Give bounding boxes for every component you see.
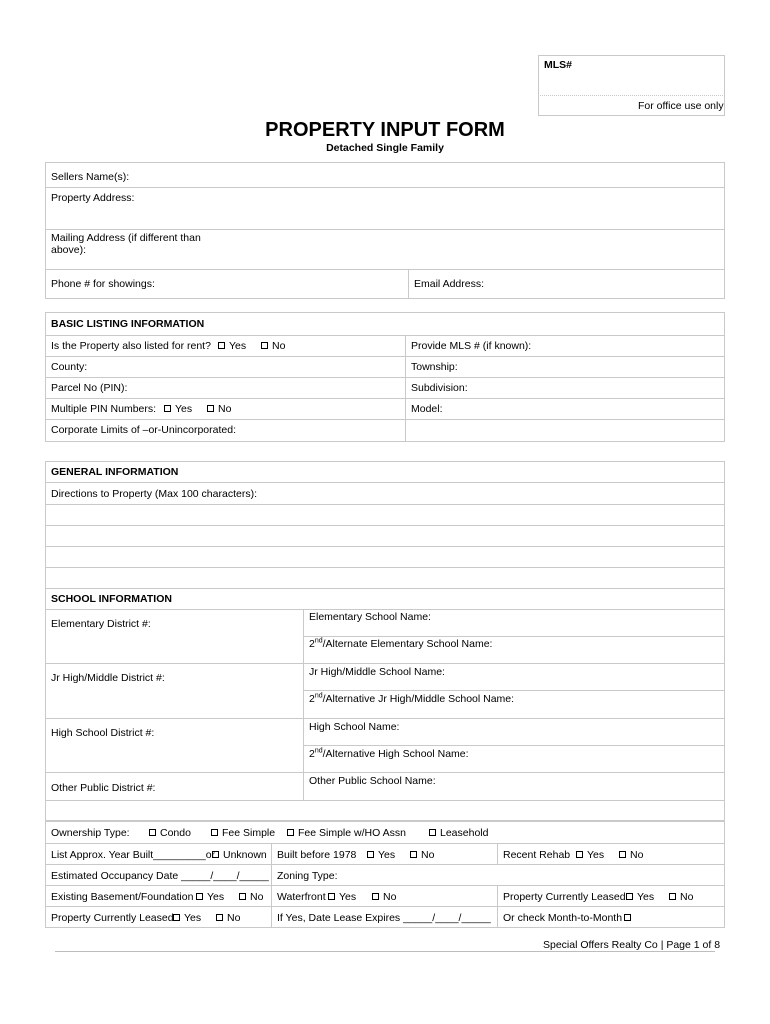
occupancy-date-field[interactable]: Estimated Occupancy Date _____/____/_____ (51, 870, 269, 882)
waterfront-label: Waterfront (277, 891, 326, 903)
built-before-1978-label: Built before 1978 (277, 849, 357, 861)
year-built-unknown-option[interactable]: Unknown (212, 849, 267, 861)
elementary-school-name-field[interactable]: Elementary School Name: (309, 611, 431, 623)
rent-yes-option[interactable]: Yes (218, 340, 246, 352)
checkbox-icon[interactable] (164, 405, 171, 412)
checkbox-icon[interactable] (429, 829, 436, 836)
township-field[interactable]: Township: (411, 361, 458, 373)
currently-leased-right-yes-option[interactable]: Yes (626, 891, 654, 903)
mailing-address-field-line2: above): (51, 244, 87, 256)
rent-question-label: Is the Property also listed for rent? (51, 340, 211, 352)
checkbox-icon[interactable] (216, 914, 223, 921)
other-public-district-field[interactable]: Other Public District #: (51, 782, 156, 794)
jr-high-school-name-field[interactable]: Jr High/Middle School Name: (309, 666, 445, 678)
office-use-label: For office use only (638, 100, 724, 112)
general-info-heading: GENERAL INFORMATION (51, 466, 179, 478)
recent-rehab-no-option[interactable]: No (619, 849, 643, 861)
recent-rehab-label: Recent Rehab (503, 849, 571, 861)
parcel-field[interactable]: Parcel No (PIN): (51, 382, 128, 394)
waterfront-no-option[interactable]: No (372, 891, 396, 903)
elementary-district-field[interactable]: Elementary District #: (51, 618, 151, 630)
checkbox-icon[interactable] (367, 851, 374, 858)
model-field[interactable]: Model: (411, 403, 443, 415)
ownership-type-label: Ownership Type: (51, 827, 130, 839)
alt-elementary-school-field[interactable]: 2nd/Alternate Elementary School Name: (309, 637, 493, 650)
ownership-fee-simple-option[interactable]: Fee Simple (211, 827, 275, 839)
page-subtitle: Detached Single Family (326, 142, 444, 154)
rent-no-option[interactable]: No (261, 340, 285, 352)
month-to-month-option[interactable] (624, 912, 635, 924)
checkbox-icon[interactable] (328, 893, 335, 900)
mls-divider (538, 95, 725, 96)
email-field[interactable]: Email Address: (414, 278, 485, 290)
lease-expires-field[interactable]: If Yes, Date Lease Expires _____/____/_____ (277, 912, 491, 924)
ownership-condo-option[interactable]: Condo (149, 827, 191, 839)
checkbox-icon[interactable] (626, 893, 633, 900)
checkbox-icon[interactable] (624, 914, 631, 921)
currently-leased-label-right: Property Currently Leased (503, 891, 626, 903)
before-1978-yes-option[interactable]: Yes (367, 849, 395, 861)
ownership-leasehold-option[interactable]: Leasehold (429, 827, 488, 839)
checkbox-icon[interactable] (372, 893, 379, 900)
ownership-fee-simple-ho-option[interactable]: Fee Simple w/HO Assn (287, 827, 406, 839)
property-address-field[interactable]: Property Address: (51, 192, 135, 204)
school-info-heading: SCHOOL INFORMATION (51, 593, 172, 605)
alt-high-school-field[interactable]: 2nd/Alternative High School Name: (309, 747, 469, 760)
multiple-pin-label: Multiple PIN Numbers: (51, 403, 157, 415)
currently-leased-right-no-option[interactable]: No (669, 891, 693, 903)
checkbox-icon[interactable] (173, 914, 180, 921)
multiple-pin-yes-option[interactable]: Yes (164, 403, 192, 415)
checkbox-icon[interactable] (669, 893, 676, 900)
high-school-name-field[interactable]: High School Name: (309, 721, 400, 733)
footer-rule (55, 951, 715, 952)
checkbox-icon[interactable] (576, 851, 583, 858)
jr-high-district-field[interactable]: Jr High/Middle District #: (51, 672, 165, 684)
basement-yes-option[interactable]: Yes (196, 891, 224, 903)
currently-leased-no-option[interactable]: No (216, 912, 240, 924)
mailing-address-field-line1[interactable]: Mailing Address (if different than (51, 232, 201, 244)
corporate-limits-field[interactable]: Corporate Limits of –or-Unincorporated: (51, 424, 237, 436)
page-title: PROPERTY INPUT FORM (265, 119, 505, 141)
directions-field[interactable]: Directions to Property (Max 100 characters): (51, 488, 257, 500)
sellers-name-field[interactable]: Sellers Name(s): (51, 171, 130, 183)
checkbox-icon[interactable] (211, 829, 218, 836)
mls-label: MLS# (544, 59, 573, 71)
subdivision-field[interactable]: Subdivision: (411, 382, 468, 394)
currently-leased-yes-option[interactable]: Yes (173, 912, 201, 924)
page-footer: Special Offers Realty Co | Page 1 of 8 (543, 939, 721, 951)
county-field[interactable]: County: (51, 361, 88, 373)
checkbox-icon[interactable] (218, 342, 225, 349)
checkbox-icon[interactable] (207, 405, 214, 412)
zoning-type-field[interactable]: Zoning Type: (277, 870, 338, 882)
multiple-pin-no-option[interactable]: No (207, 403, 231, 415)
currently-leased-label: Property Currently Leased (51, 912, 174, 924)
waterfront-yes-option[interactable]: Yes (328, 891, 356, 903)
checkbox-icon[interactable] (410, 851, 417, 858)
recent-rehab-yes-option[interactable]: Yes (576, 849, 604, 861)
year-built-field[interactable]: List Approx. Year Built_________or (51, 849, 216, 861)
checkbox-icon[interactable] (619, 851, 626, 858)
other-public-school-name-field[interactable]: Other Public School Name: (309, 775, 436, 787)
high-school-district-field[interactable]: High School District #: (51, 727, 155, 739)
checkbox-icon[interactable] (239, 893, 246, 900)
provide-mls-field[interactable]: Provide MLS # (if known): (411, 340, 532, 352)
before-1978-no-option[interactable]: No (410, 849, 434, 861)
basement-no-option[interactable]: No (239, 891, 263, 903)
basement-label: Existing Basement/Foundation (51, 891, 194, 903)
checkbox-icon[interactable] (212, 851, 219, 858)
checkbox-icon[interactable] (196, 893, 203, 900)
phone-field[interactable]: Phone # for showings: (51, 278, 155, 290)
basic-listing-heading: BASIC LISTING INFORMATION (51, 318, 205, 330)
checkbox-icon[interactable] (287, 829, 294, 836)
checkbox-icon[interactable] (261, 342, 268, 349)
alt-jr-high-school-field[interactable]: 2nd/Alternative Jr High/Middle School Name: (309, 692, 515, 705)
checkbox-icon[interactable] (149, 829, 156, 836)
month-to-month-label: Or check Month-to-Month (503, 912, 623, 924)
